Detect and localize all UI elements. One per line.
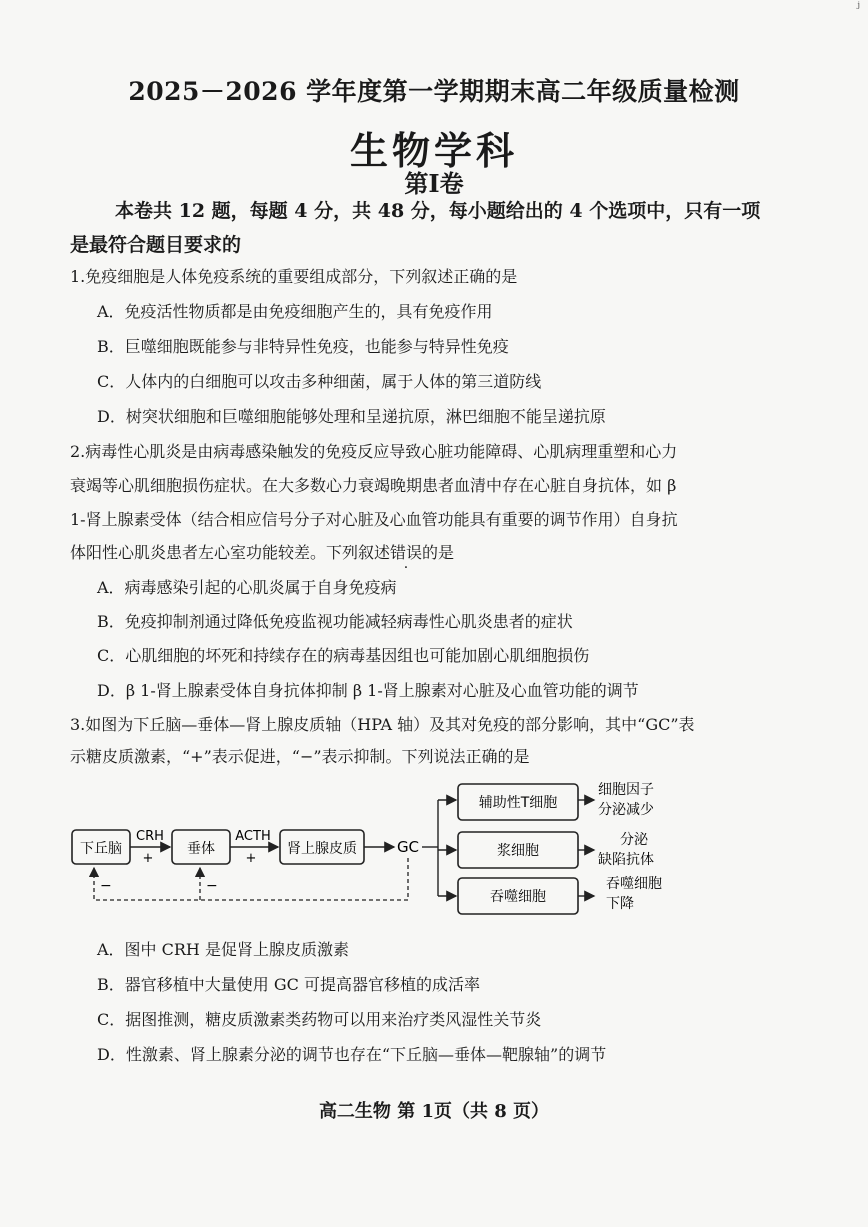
plus-crh: +: [142, 851, 154, 866]
plus-acth: +: [245, 851, 257, 866]
label-crh: CRH: [136, 829, 164, 844]
effect-th-line-2: 分泌减少: [598, 802, 654, 818]
q2-stem-line-3: 1-肾上腺素受体（结合相应信号分子对心脏及心血管功能具有重要的调节作用）自身抗: [70, 510, 678, 529]
effect-macro-line-2: 下降: [606, 896, 634, 912]
q3-option-d: D．性激素、肾上腺素分泌的调节也存在“下丘脑—垂体—靶腺轴”的调节: [97, 1045, 607, 1064]
effect-plasma-line-1: 分泌: [620, 832, 648, 848]
subject-title: 生物学科: [349, 128, 518, 173]
volume-title: 第Ⅰ卷: [404, 169, 464, 198]
box-phagocyte-label: 吞噬细胞: [490, 889, 546, 905]
exam-title: 2025－2026 学年度第一学期期末高二年级质量检测: [128, 77, 740, 106]
q1-option-b: B．巨噬细胞既能参与非特异性免疫，也能参与特异性免疫: [97, 337, 509, 356]
q2-option-d: D．β 1-肾上腺素受体自身抗体抑制 β 1-肾上腺素对心脏及心血管功能的调节: [97, 681, 639, 700]
box-adrenal-cortex-label: 肾上腺皮质: [287, 841, 357, 857]
page-footer: 高二生物 第 1页（共 8 页）: [318, 1101, 550, 1122]
box-helper-t-cell-label: 辅助性T细胞: [478, 795, 558, 811]
minus-hypothalamus: −: [100, 878, 112, 894]
corner-mark: ʲ: [856, 0, 860, 16]
q3-option-c: C．据图推测，糖皮质激素类药物可以用来治疗类风湿性关节炎: [97, 1010, 542, 1029]
effect-plasma-line-2: 缺陷抗体: [598, 852, 654, 868]
q3-option-b: B．器官移植中大量使用 GC 可提高器官移植的成活率: [97, 975, 480, 994]
q2-option-a: A．病毒感染引起的心肌炎属于自身免疫病: [97, 578, 397, 597]
label-acth: ACTH: [235, 829, 271, 844]
box-hypothalamus-label: 下丘脑: [80, 841, 122, 857]
label-gc: GC: [396, 838, 420, 856]
q2-stem-line-4-a: 体阳性心肌炎患者左心室功能较差。下列叙述: [70, 543, 391, 562]
q2-option-c: C．心肌细胞的坏死和持续存在的病毒基因组也可能加剧心肌细胞损伤: [97, 646, 590, 665]
box-pituitary-label: 垂体: [187, 841, 215, 857]
q2-stem-line-4: [70, 540, 454, 563]
q3-option-a: A．图中 CRH 是促肾上腺皮质激素: [97, 940, 349, 959]
q2-option-b: B．免疫抑制剂通过降低免疫监视功能减轻病毒性心肌炎患者的症状: [97, 612, 573, 631]
q2-stem-line-2: 衰竭等心肌细胞损伤症状。在大多数心力衰竭晚期患者血清中存在心脏自身抗体，如 β: [70, 476, 677, 495]
box-plasma-cell-label: 浆细胞: [497, 843, 539, 859]
effect-th-line-1: 细胞因子: [598, 782, 654, 798]
intro-line-2: 是最符合题目要求的: [70, 234, 242, 256]
minus-pituitary: −: [206, 878, 218, 894]
q2-emphasis-word: 错误: [390, 543, 423, 562]
intro-line-1: 本卷共 12 题，每题 4 分，共 48 分，每小题给出的 4 个选项中，只有一项: [115, 200, 761, 222]
q2-stem-line-4-b: 的是: [422, 543, 455, 562]
q1-stem: 1.免疫细胞是人体免疫系统的重要组成部分，下列叙述正确的是: [70, 267, 518, 286]
effect-macro-line-1: 吞噬细胞: [606, 876, 662, 892]
q1-option-a: A．免疫活性物质都是由免疫细胞产生的，具有免疫作用: [97, 302, 493, 321]
q3-stem-line-1: 3.如图为下丘脑—垂体—肾上腺皮质轴（HPA 轴）及其对免疫的部分影响，其中“GC”表: [70, 715, 695, 734]
q2-stem-line-1: 2.病毒性心肌炎是由病毒感染触发的免疫反应导致心脏功能障碍、心肌病理重塑和心力: [70, 442, 678, 461]
hpa-axis-diagram: [60, 772, 740, 922]
q3-stem-line-2: 示糖皮质激素，“+”表示促进，“−”表示抑制。下列说法正确的是: [70, 747, 530, 766]
q1-option-d: D．树突状细胞和巨噬细胞能够处理和呈递抗原，淋巴细胞不能呈递抗原: [97, 407, 606, 426]
q1-option-c: C．人体内的白细胞可以攻击多种细菌，属于人体的第三道防线: [97, 372, 542, 391]
